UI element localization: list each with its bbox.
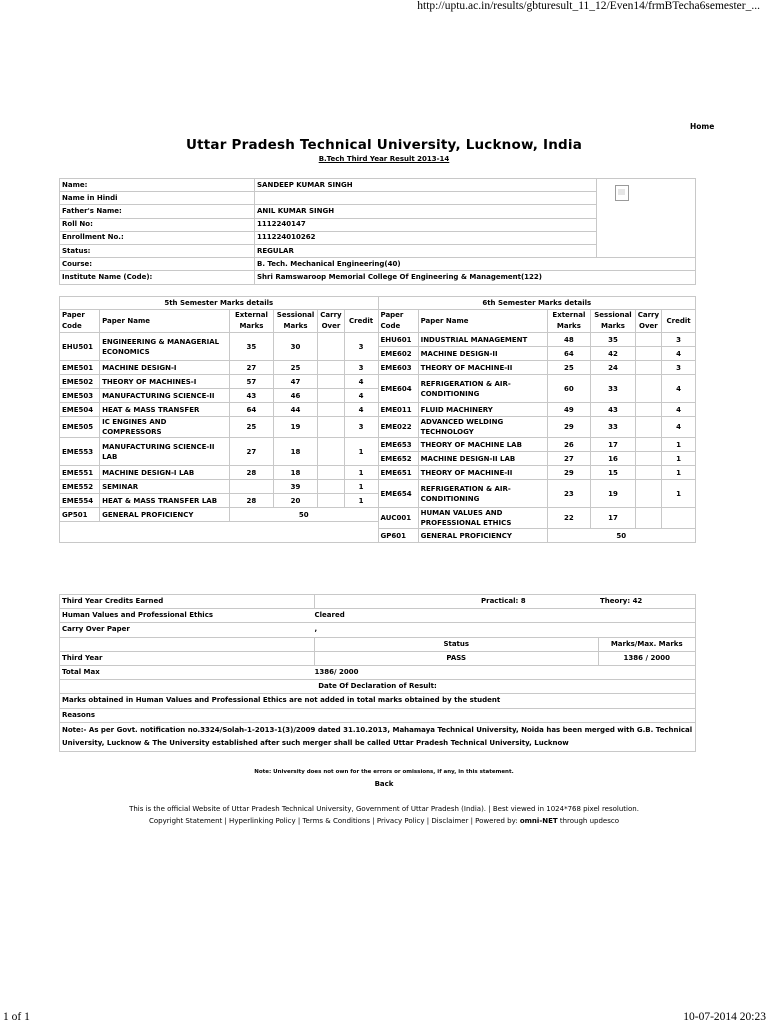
credits-label: Third Year Credits Earned bbox=[60, 595, 315, 609]
header-code-sem6: Paper Code bbox=[378, 310, 418, 333]
merger-note: Note:- As per Govt. notification no.3324/Solah-1-2013-1(3)/2009 dated 31.10.2013, Mahamaya Technical University, Noida has been merged with G.B. Technical University, Lucknow & The University established after such merger shall be called Uttar Pradesh Technical University, Lucknow bbox=[60, 722, 696, 751]
info-row bbox=[60, 271, 696, 284]
external-marks: 25 bbox=[230, 417, 274, 438]
credit: 4 bbox=[344, 389, 378, 403]
paper-code: AUC001 bbox=[378, 508, 418, 529]
sessional-marks: 47 bbox=[273, 375, 318, 389]
carry-over bbox=[635, 347, 661, 361]
student-info-table bbox=[59, 178, 696, 285]
paper-name: THEORY OF MACHINE-II bbox=[418, 361, 547, 375]
credit: 1 bbox=[662, 480, 696, 508]
info-row bbox=[60, 258, 696, 271]
carry-over bbox=[635, 438, 661, 452]
external-marks: 27 bbox=[230, 438, 274, 466]
paper-name: MACHINE DESIGN-I LAB bbox=[100, 466, 230, 480]
gp-name: GENERAL PROFICIENCY bbox=[100, 508, 230, 522]
external-marks: 29 bbox=[547, 466, 591, 480]
paper-code: EHU601 bbox=[378, 333, 418, 347]
marks-row bbox=[60, 333, 696, 347]
paper-code: EME604 bbox=[378, 375, 418, 403]
carry-value: , bbox=[315, 623, 696, 637]
carry-over bbox=[318, 403, 344, 417]
marks-row bbox=[60, 375, 696, 389]
info-value: 1112240147 bbox=[255, 218, 597, 231]
carry-over bbox=[318, 417, 344, 438]
hvpe-label: Human Values and Professional Ethics bbox=[60, 609, 315, 623]
practical-credits: Practical: 8 bbox=[479, 595, 598, 609]
credit: 1 bbox=[662, 466, 696, 480]
header-carry-sem5: Carry Over bbox=[318, 310, 344, 333]
info-value bbox=[255, 192, 597, 205]
paper-code: EME022 bbox=[378, 417, 418, 438]
header-name-sem6: Paper Name bbox=[418, 310, 547, 333]
hvpe-row bbox=[60, 609, 696, 623]
third-year-status: PASS bbox=[315, 651, 599, 665]
paper-name: MANUFACTURING SCIENCE-II bbox=[100, 389, 230, 403]
carry-over bbox=[635, 417, 661, 438]
external-marks: 49 bbox=[547, 403, 591, 417]
paper-code: EME501 bbox=[60, 361, 100, 375]
paper-code: EME502 bbox=[60, 375, 100, 389]
status-head-row bbox=[60, 637, 696, 651]
sessional-marks: 15 bbox=[591, 466, 636, 480]
home-link[interactable]: Home bbox=[690, 122, 715, 131]
photo-placeholder-icon bbox=[615, 185, 629, 201]
marks-row bbox=[60, 508, 696, 522]
disclaimer-note: Note: University does not own for the errors or omissions, if any, in this statement. bbox=[254, 769, 514, 775]
carry-over bbox=[635, 466, 661, 480]
carry-over bbox=[318, 389, 344, 403]
gp-value: 50 bbox=[547, 529, 695, 543]
total-label: Total Max bbox=[60, 665, 315, 679]
info-value: B. Tech. Mechanical Engineering(40) bbox=[255, 258, 696, 271]
status-head: Status bbox=[315, 637, 599, 651]
credit: 3 bbox=[344, 417, 378, 438]
print-url: http://uptu.ac.in/results/gbturesult_11_12/Even14/frmBTecha6semester_... bbox=[417, 0, 760, 12]
external-marks: 28 bbox=[230, 494, 274, 508]
info-label: Roll No: bbox=[60, 218, 255, 231]
sem6-title: 6th Semester Marks details bbox=[378, 297, 696, 310]
paper-code: EME654 bbox=[378, 480, 418, 508]
sessional-marks: 17 bbox=[591, 508, 636, 529]
paper-name: FLUID MACHINERY bbox=[418, 403, 547, 417]
paper-name: HEAT & MASS TRANSFER LAB bbox=[100, 494, 230, 508]
external-marks: 43 bbox=[230, 389, 274, 403]
page-subtitle: B.Tech Third Year Result 2013-14 bbox=[318, 155, 450, 163]
marks-head: Marks/Max. Marks bbox=[598, 637, 696, 651]
page-title: Uttar Pradesh Technical University, Lucknow, India bbox=[185, 137, 583, 153]
header-external-sem6: External Marks bbox=[547, 310, 591, 333]
credit: 1 bbox=[344, 480, 378, 494]
hvpe-value: Cleared bbox=[315, 609, 696, 623]
footer-line-1: This is the official Website of Uttar Pradesh Technical University, Government of Uttar Pradesh (India). | Best viewed in 1024*768 pixel resolution. bbox=[129, 805, 639, 813]
external-marks: 22 bbox=[547, 508, 591, 529]
semester-headings bbox=[60, 297, 696, 310]
info-value: ANIL KUMAR SINGH bbox=[255, 205, 597, 218]
carry-over bbox=[318, 494, 344, 508]
external-marks: 23 bbox=[547, 480, 591, 508]
theory-credits: Theory: 42 bbox=[598, 595, 696, 609]
credit bbox=[662, 508, 696, 529]
credit: 3 bbox=[344, 333, 378, 361]
paper-name: THEORY OF MACHINE LAB bbox=[418, 438, 547, 452]
info-label: Name in Hindi bbox=[60, 192, 255, 205]
sessional-marks: 19 bbox=[591, 480, 636, 508]
paper-name: ADVANCED WELDING TECHNOLOGY bbox=[418, 417, 547, 438]
carry-over bbox=[318, 466, 344, 480]
paper-code: EME554 bbox=[60, 494, 100, 508]
header-carry-sem6: Carry Over bbox=[635, 310, 661, 333]
paper-code: EME653 bbox=[378, 438, 418, 452]
info-label: Enrollment No.: bbox=[60, 231, 255, 244]
sessional-marks: 44 bbox=[273, 403, 318, 417]
carry-over bbox=[318, 375, 344, 389]
external-marks: 27 bbox=[547, 452, 591, 466]
third-year-row bbox=[60, 651, 696, 665]
paper-code: EHU501 bbox=[60, 333, 100, 361]
external-marks: 57 bbox=[230, 375, 274, 389]
carry-over bbox=[318, 361, 344, 375]
credit: 4 bbox=[662, 403, 696, 417]
sessional-marks: 25 bbox=[273, 361, 318, 375]
paper-name: THEORY OF MACHINE-II bbox=[418, 466, 547, 480]
carry-over bbox=[635, 375, 661, 403]
third-year-marks: 1386 / 2000 bbox=[598, 651, 696, 665]
external-marks: 28 bbox=[230, 466, 274, 480]
credit: 4 bbox=[662, 375, 696, 403]
external-marks: 48 bbox=[547, 333, 591, 347]
credit: 1 bbox=[344, 494, 378, 508]
external-marks: 64 bbox=[230, 403, 274, 417]
paper-name: MACHINE DESIGN-II bbox=[418, 347, 547, 361]
carry-over bbox=[318, 480, 344, 494]
paper-name: IC ENGINES AND COMPRESSORS bbox=[100, 417, 230, 438]
paper-name: HEAT & MASS TRANSFER bbox=[100, 403, 230, 417]
paper-name: MACHINE DESIGN-I bbox=[100, 361, 230, 375]
carry-over bbox=[635, 508, 661, 529]
carry-label: Carry Over Paper bbox=[60, 623, 315, 637]
back-link[interactable]: Back bbox=[374, 780, 394, 788]
paper-name: REFRIGERATION & AIR-CONDITIONING bbox=[418, 375, 547, 403]
hvpe-note-row bbox=[60, 694, 696, 708]
info-label: Course: bbox=[60, 258, 255, 271]
gp-code: GP501 bbox=[60, 508, 100, 522]
paper-name: SEMINAR bbox=[100, 480, 230, 494]
marks-row bbox=[60, 361, 696, 375]
paper-code: EME552 bbox=[60, 480, 100, 494]
credit: 1 bbox=[344, 466, 378, 480]
total-row bbox=[60, 665, 696, 679]
paper-name: INDUSTRIAL MANAGEMENT bbox=[418, 333, 547, 347]
sessional-marks: 33 bbox=[591, 375, 636, 403]
paper-name: MANUFACTURING SCIENCE-II LAB bbox=[100, 438, 230, 466]
declaration-row bbox=[60, 680, 696, 694]
declaration: Date Of Declaration of Result: bbox=[60, 680, 696, 694]
footer-line-2: Copyright Statement | Hyperlinking Policy | Terms & Conditions | Privacy Policy | Disclaimer | Powered by: omni-NET through updesco bbox=[148, 817, 620, 825]
credits-row bbox=[60, 595, 696, 609]
marks-row bbox=[60, 403, 696, 417]
external-marks: 35 bbox=[230, 333, 274, 361]
info-value: Shri Ramswaroop Memorial College Of Engineering & Management(122) bbox=[255, 271, 696, 284]
external-marks: 25 bbox=[547, 361, 591, 375]
header-name-sem5: Paper Name bbox=[100, 310, 230, 333]
credit: 4 bbox=[344, 375, 378, 389]
info-value: 111224010262 bbox=[255, 231, 597, 244]
credit: 3 bbox=[662, 333, 696, 347]
print-page-number: 1 of 1 bbox=[3, 1011, 30, 1023]
sessional-marks: 18 bbox=[273, 438, 318, 466]
info-label: Status: bbox=[60, 244, 255, 257]
marks-row bbox=[60, 438, 696, 452]
paper-name: THEORY OF MACHINES-I bbox=[100, 375, 230, 389]
info-row bbox=[60, 179, 696, 192]
gp-name: GENERAL PROFICIENCY bbox=[418, 529, 547, 543]
header-credit-sem6: Credit bbox=[662, 310, 696, 333]
credit: 4 bbox=[662, 417, 696, 438]
sessional-marks: 16 bbox=[591, 452, 636, 466]
sessional-marks: 35 bbox=[591, 333, 636, 347]
carry-over bbox=[635, 480, 661, 508]
sessional-marks: 46 bbox=[273, 389, 318, 403]
carry-row bbox=[60, 623, 696, 637]
gp-value: 50 bbox=[230, 508, 378, 522]
external-marks: 64 bbox=[547, 347, 591, 361]
sessional-marks: 20 bbox=[273, 494, 318, 508]
marks-row bbox=[60, 466, 696, 480]
paper-code: EME603 bbox=[378, 361, 418, 375]
carry-over bbox=[635, 403, 661, 417]
paper-name: MACHINE DESIGN-II LAB bbox=[418, 452, 547, 466]
info-label: Name: bbox=[60, 179, 255, 192]
paper-name: HUMAN VALUES AND PROFESSIONAL ETHICS bbox=[418, 508, 547, 529]
sessional-marks: 30 bbox=[273, 333, 318, 361]
paper-code: EME651 bbox=[378, 466, 418, 480]
paper-name: ENGINEERING & MANAGERIAL ECONOMICS bbox=[100, 333, 230, 361]
paper-code: EME505 bbox=[60, 417, 100, 438]
carry-over bbox=[635, 333, 661, 347]
external-marks: 27 bbox=[230, 361, 274, 375]
paper-code: EME602 bbox=[378, 347, 418, 361]
hvpe-note: Marks obtained in Human Values and Professional Ethics are not added in total marks obtained by the student bbox=[60, 694, 696, 708]
carry-over bbox=[318, 333, 344, 361]
sessional-marks: 42 bbox=[591, 347, 636, 361]
external-marks: 26 bbox=[547, 438, 591, 452]
header-credit-sem5: Credit bbox=[344, 310, 378, 333]
external-marks: 60 bbox=[547, 375, 591, 403]
credit: 3 bbox=[662, 361, 696, 375]
credit: 4 bbox=[344, 403, 378, 417]
credit: 1 bbox=[662, 452, 696, 466]
header-sessional-sem5: Sessional Marks bbox=[273, 310, 318, 333]
info-label: Institute Name (Code): bbox=[60, 271, 255, 284]
credit: 3 bbox=[344, 361, 378, 375]
sessional-marks: 24 bbox=[591, 361, 636, 375]
third-year-label: Third Year bbox=[60, 651, 315, 665]
paper-code: EME504 bbox=[60, 403, 100, 417]
sessional-marks: 19 bbox=[273, 417, 318, 438]
header-code-sem5: Paper Code bbox=[60, 310, 100, 333]
header-sessional-sem6: Sessional Marks bbox=[591, 310, 636, 333]
column-headers bbox=[60, 310, 696, 333]
sessional-marks: 39 bbox=[273, 480, 318, 494]
reasons-row bbox=[60, 708, 696, 722]
sessional-marks: 43 bbox=[591, 403, 636, 417]
info-value: REGULAR bbox=[255, 244, 597, 257]
paper-code: EME503 bbox=[60, 389, 100, 403]
credit: 1 bbox=[344, 438, 378, 466]
external-marks bbox=[230, 480, 274, 494]
reasons: Reasons bbox=[60, 708, 696, 722]
print-datetime: 10-07-2014 20:23 bbox=[683, 1011, 766, 1023]
info-label: Father's Name: bbox=[60, 205, 255, 218]
marks-row bbox=[60, 480, 696, 494]
paper-code: EME011 bbox=[378, 403, 418, 417]
paper-code: EME551 bbox=[60, 466, 100, 480]
sessional-marks: 18 bbox=[273, 466, 318, 480]
carry-over bbox=[318, 438, 344, 466]
sem5-title: 5th Semester Marks details bbox=[60, 297, 379, 310]
merger-note-row bbox=[60, 722, 696, 751]
header-external-sem5: External Marks bbox=[230, 310, 274, 333]
gp-code: GP601 bbox=[378, 529, 418, 543]
external-marks: 29 bbox=[547, 417, 591, 438]
marks-table bbox=[59, 296, 696, 543]
paper-code: EME553 bbox=[60, 438, 100, 466]
result-summary-table bbox=[59, 594, 696, 752]
sessional-marks: 17 bbox=[591, 438, 636, 452]
credit: 4 bbox=[662, 347, 696, 361]
paper-name: REFRIGERATION & AIR-CONDITIONING bbox=[418, 480, 547, 508]
carry-over bbox=[635, 361, 661, 375]
photo-cell bbox=[597, 179, 696, 258]
total-value: 1386/ 2000 bbox=[315, 665, 696, 679]
paper-code: EME652 bbox=[378, 452, 418, 466]
credit: 1 bbox=[662, 438, 696, 452]
sessional-marks: 33 bbox=[591, 417, 636, 438]
info-value: SANDEEP KUMAR SINGH bbox=[255, 179, 597, 192]
carry-over bbox=[635, 452, 661, 466]
